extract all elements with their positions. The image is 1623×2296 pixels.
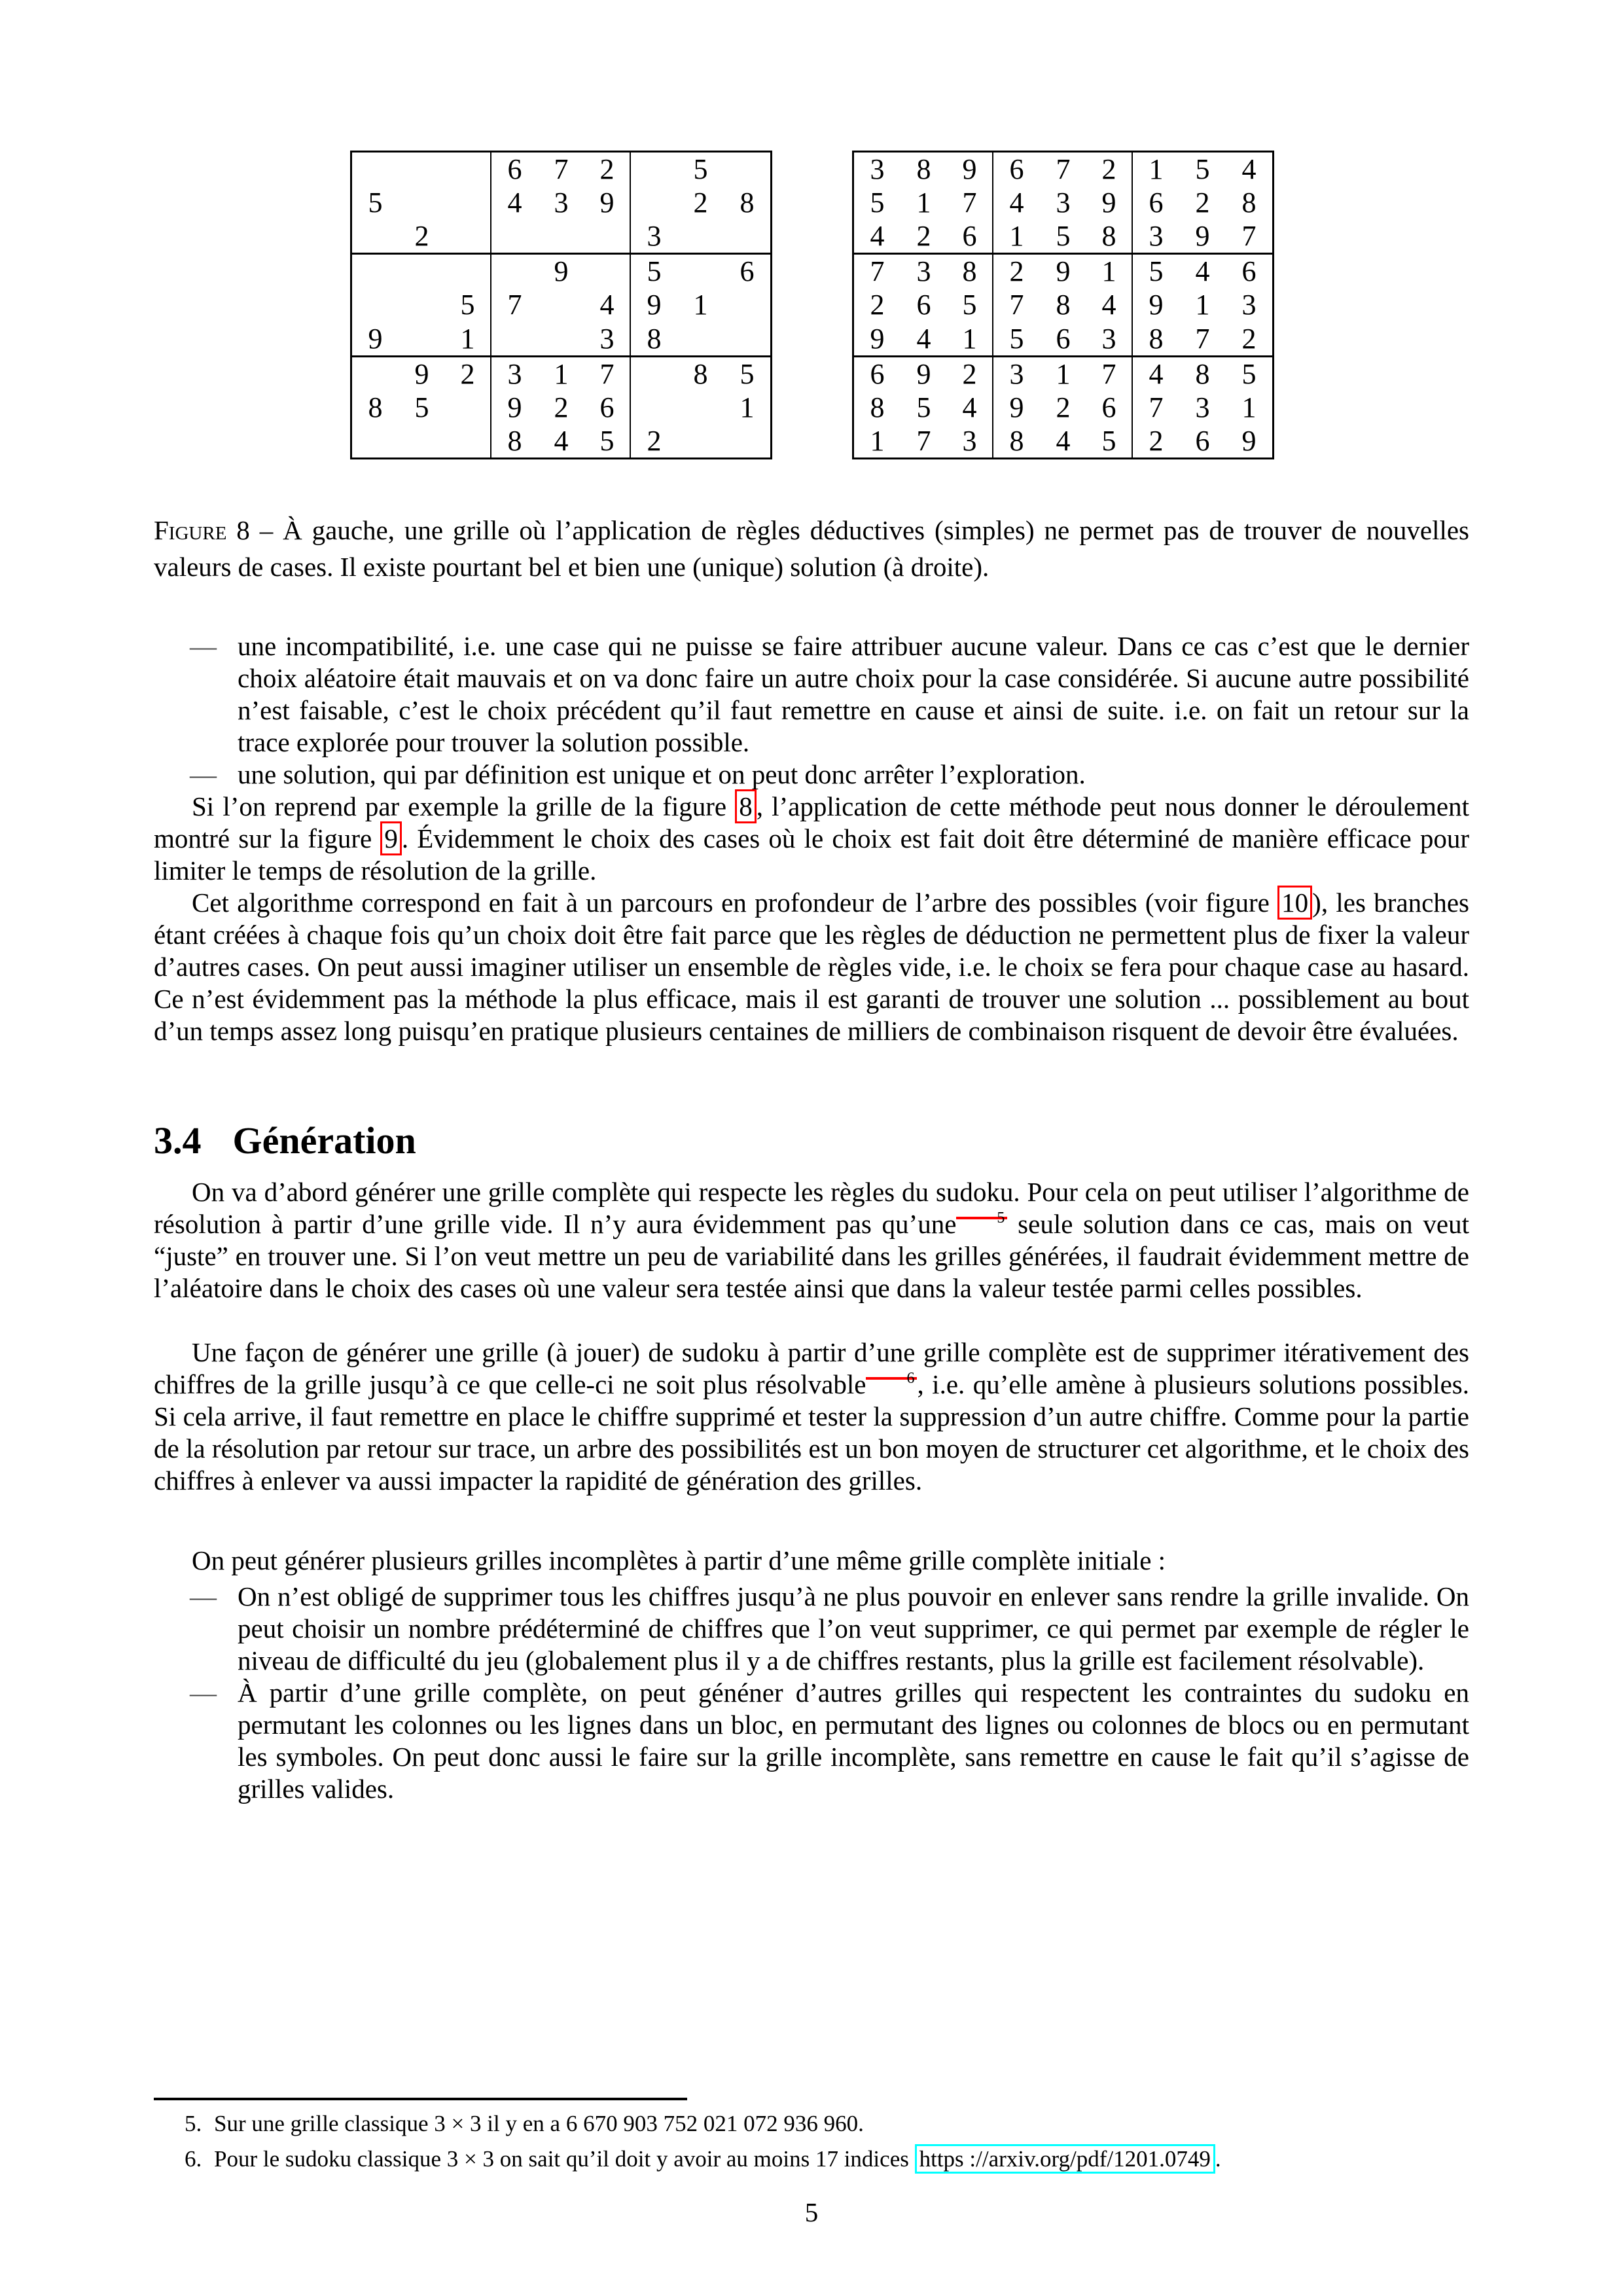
sudoku-cell: 8	[1195, 357, 1210, 390]
sudoku-grid-incomplete	[350, 151, 772, 459]
sudoku-cell: 1	[1149, 153, 1164, 186]
text-run: Une façon de générer une grille (à jouer) de sudoku à partir d’une grille complète est de supprimer itérativement des chiffres de la grille jusqu’à ce que celle-ci ne soit plus résolvable	[154, 1337, 1469, 1399]
sudoku-cell: 8	[507, 424, 522, 457]
sudoku-cell	[677, 424, 724, 457]
sudoku-cell: 3	[1056, 187, 1071, 219]
list-item	[154, 759, 1469, 791]
sudoku-cell: 1	[1056, 357, 1071, 390]
sudoku-cell: 3	[1195, 391, 1210, 423]
text-run: On va d’abord générer une grille complète qui respecte les règles du sudoku. Pour cela on peut utiliser l’algorithme de résolution à partir d’une grille vide. Il n’y aura évidemment pas qu’une	[154, 1177, 1469, 1239]
text-run: Si l’on reprend par exemple la grille de la figure	[192, 791, 736, 821]
figure-ref-link[interactable]: 9	[380, 821, 402, 855]
outcomes-list	[154, 630, 1469, 791]
sudoku-cell: 2	[1195, 187, 1210, 219]
sudoku-cell	[352, 255, 399, 288]
sudoku-cell: 4	[1056, 424, 1071, 457]
list-item	[154, 1581, 1469, 1677]
sudoku-cell: 5	[1040, 219, 1086, 255]
text-run: seule solution dans ce cas, mais on veut “juste” en trouver une. Si l’on veut mettre un peu de variabilité dans les grilles générées, il faudrait évidemment mettre de l’aléatoire dans le choix des cases où une valeur sera testée ainsi que dans la valeur testée parmi celles possibles.	[154, 1209, 1469, 1303]
sudoku-cell	[538, 288, 584, 321]
item-dash-marker: —	[190, 1581, 217, 1611]
sudoku-cell: 6	[1086, 391, 1133, 424]
sudoku-cell: 5	[414, 391, 429, 423]
sudoku-cell: 7	[916, 424, 931, 457]
footnote-6	[154, 2142, 1469, 2177]
text-run: une incompatibilité, i.e. une case qui ne puisse se faire attribuer aucune valeur. Dans ce cas c’est que le dernier choix aléatoire était mauvais et on va donc faire un autre choix pour la case considérée. Si aucune autre possibilité n’est faisable, c’est le choix précédent qu’il faut remettre en cause et ainsi de suite. i.e. on fait un retour sur la trace explorée pour trouver la solution possible.	[238, 631, 1469, 757]
page-number: 5	[804, 2197, 819, 2227]
footnote-rule	[154, 2098, 687, 2100]
footnote-text	[214, 2111, 864, 2136]
sudoku-cell: 5	[693, 153, 708, 186]
sudoku-cell: 1	[947, 322, 993, 357]
text-run: ), les branches étant créées à chaque fois qu’un choix doit être fait parce que les règles de déduction ne permettent plus de fixer la valeur d’autres cases. On peut aussi imaginer utiliser un ensemble de règles vide, i.e. le choix se fera pour chaque case au hasard. Ce n’est évidemment pas la méthode la plus efficace, mais il est garanti de trouver une solution ... possiblement au bout d’un temps assez long puisqu’en pratique plusieurs centaines de milliers de combinaison risquent de devoir être évaluées.	[154, 888, 1469, 1046]
figure-caption-label: Figure 8	[154, 515, 250, 545]
sudoku-cell: 3	[947, 424, 993, 457]
sudoku-cell: 6	[740, 255, 755, 288]
sudoku-cell	[399, 322, 445, 357]
sudoku-cell	[491, 322, 538, 357]
sudoku-cell: 9	[647, 289, 662, 321]
sudoku-cell: 2	[1226, 322, 1272, 357]
sudoku-cell: 4	[901, 322, 947, 357]
sudoku-cell: 5	[445, 288, 491, 321]
sudoku-cell: 8	[631, 322, 677, 357]
footnote-text	[214, 2144, 1221, 2174]
sudoku-cell	[399, 424, 445, 457]
list-item	[154, 1677, 1469, 1805]
sudoku-cell: 2	[1056, 391, 1071, 423]
sudoku-cell	[631, 391, 677, 424]
item-dash-marker: —	[190, 759, 217, 789]
footnote-number: 6.	[185, 2146, 202, 2172]
sudoku-cell: 1	[1195, 289, 1210, 321]
sudoku-cell: 9	[916, 357, 931, 390]
sudoku-cell: 8	[1056, 289, 1071, 321]
list-item-text	[238, 759, 1086, 789]
sudoku-grid-solution	[852, 151, 1274, 459]
footnotes	[154, 2106, 1469, 2177]
sudoku-cell: 3	[1133, 219, 1179, 255]
sudoku-cell: 7	[1226, 219, 1272, 255]
paragraph-method	[154, 791, 1469, 887]
sudoku-cell: 8	[740, 187, 755, 219]
sudoku-cell: 5	[647, 255, 662, 288]
sudoku-cell	[399, 255, 445, 288]
sudoku-cell	[445, 255, 491, 288]
sudoku-cell	[399, 288, 445, 321]
generation-options-list	[154, 1581, 1469, 1805]
sudoku-cell: 5	[1195, 153, 1210, 186]
sudoku-cell: 4	[947, 391, 993, 424]
sudoku-cell: 7	[1009, 289, 1024, 321]
sudoku-cell: 6	[1241, 255, 1257, 288]
sudoku-cell: 6	[1195, 424, 1210, 457]
item-dash-marker: —	[190, 1677, 217, 1708]
sudoku-cell: 7	[1086, 357, 1133, 391]
sudoku-cell: 7	[870, 255, 885, 288]
text-run: Pour le sudoku classique 3 × 3 on sait qu’il doit y avoir au moins 17 indices	[214, 2146, 915, 2172]
text-run: Sur une grille classique 3 × 3 il y en a 6 670 903 752 021 072 936 960.	[214, 2111, 864, 2136]
sudoku-cell	[352, 424, 399, 457]
sudoku-cell: 9	[1241, 424, 1257, 457]
sudoku-cell: 2	[1009, 255, 1024, 288]
sudoku-cell	[352, 357, 399, 391]
sudoku-cell: 5	[916, 391, 931, 423]
sudoku-cell: 8	[1009, 424, 1024, 457]
paragraph-multiple-grids: On peut générer plusieurs grilles incomplètes à partir d’une même grille complète initiale :	[192, 1545, 1166, 1575]
sudoku-cell	[352, 288, 399, 321]
sudoku-cell: 8	[1241, 187, 1257, 219]
sudoku-cell: 6	[507, 153, 522, 186]
sudoku-cell: 1	[445, 322, 491, 357]
sudoku-cell	[491, 219, 538, 255]
sudoku-cell: 5	[368, 187, 383, 219]
sudoku-cell: 1	[916, 187, 931, 219]
sudoku-cell: 7	[947, 186, 993, 219]
sudoku-cell: 4	[1241, 153, 1257, 186]
sudoku-cell: 9	[414, 357, 429, 390]
sudoku-cell: 6	[1149, 187, 1164, 219]
sudoku-cell: 8	[947, 255, 993, 288]
sudoku-cell: 6	[947, 219, 993, 255]
sudoku-cell: 2	[870, 289, 885, 321]
sudoku-cell	[352, 219, 399, 255]
sudoku-cell: 3	[554, 187, 569, 219]
sudoku-cell: 8	[1086, 219, 1133, 255]
sudoku-cell: 3	[870, 153, 885, 186]
sudoku-cell: 9	[854, 322, 901, 357]
sudoku-cell	[724, 152, 770, 186]
footnote-number: 5.	[185, 2111, 202, 2136]
section-title: Génération	[232, 1119, 416, 1162]
item-dash-marker: —	[190, 631, 217, 661]
sudoku-cell: 8	[1133, 322, 1179, 357]
sudoku-cell: 5	[1086, 424, 1133, 457]
sudoku-cell: 3	[1241, 289, 1257, 321]
sudoku-cell	[445, 424, 491, 457]
sudoku-cell: 4	[1149, 357, 1164, 390]
sudoku-cell: 1	[693, 289, 708, 321]
sudoku-cell: 7	[554, 153, 569, 186]
sudoku-cell	[724, 219, 770, 255]
sudoku-cell: 3	[507, 357, 522, 390]
url-link[interactable]: https ://arxiv.org/pdf/1201.0749	[915, 2144, 1215, 2174]
sudoku-cell	[631, 152, 677, 186]
footnote-ref-link[interactable]: 6	[866, 1377, 917, 1380]
sudoku-cell: 1	[870, 424, 885, 457]
sudoku-cell: 7	[1179, 322, 1226, 357]
sudoku-cell	[491, 255, 538, 288]
sudoku-cell	[445, 152, 491, 186]
sudoku-cell: 9	[947, 152, 993, 186]
sudoku-cell	[631, 357, 677, 391]
figure-ref-link[interactable]: 10	[1277, 886, 1312, 920]
sudoku-cell: 9	[1086, 186, 1133, 219]
paragraph-generation-1	[154, 1176, 1469, 1304]
sudoku-cell: 2	[647, 424, 662, 457]
sudoku-cell: 2	[1149, 424, 1164, 457]
sudoku-cell: 8	[693, 357, 708, 390]
sudoku-cell: 6	[870, 357, 885, 390]
paragraph-algorithm	[154, 887, 1469, 1047]
sudoku-cell: 6	[916, 289, 931, 321]
section-heading	[154, 1118, 1469, 1164]
sudoku-cell: 5	[740, 357, 755, 390]
sudoku-cell	[445, 186, 491, 219]
sudoku-cell	[584, 219, 631, 255]
footnote-5	[154, 2106, 1469, 2142]
sudoku-cell	[677, 219, 724, 255]
sudoku-cell: 3	[1009, 357, 1024, 390]
sudoku-cell: 7	[1149, 391, 1164, 423]
sudoku-cell	[445, 391, 491, 424]
sudoku-cell: 9	[1056, 255, 1071, 288]
sudoku-cell: 5	[870, 187, 885, 219]
list-item-text	[238, 1677, 1469, 1804]
sudoku-cell: 5	[947, 288, 993, 321]
sudoku-cell	[677, 322, 724, 357]
footnote-ref-link[interactable]: 5	[956, 1217, 1007, 1219]
sudoku-cell: 7	[507, 289, 522, 321]
sudoku-cell: 3	[1086, 322, 1133, 357]
sudoku-cell: 1	[740, 391, 755, 423]
list-item-text	[238, 1581, 1469, 1676]
figure-caption-text: À gauche, une grille où l’application de règles déductives (simples) ne permet pas de trouver de nouvelles valeurs de cases. Il existe pourtant bel et bien une (unique) solution (à droite).	[154, 515, 1470, 582]
sudoku-cell: 3	[584, 322, 631, 357]
sudoku-cell: 4	[554, 424, 569, 457]
sudoku-cell: 3	[916, 255, 931, 288]
list-item	[154, 630, 1469, 759]
sudoku-cell: 5	[993, 322, 1040, 357]
sudoku-cell: 9	[1179, 219, 1226, 255]
sudoku-cell: 5	[1149, 255, 1164, 288]
sudoku-cell: 2	[947, 357, 993, 391]
sudoku-cell: 8	[916, 153, 931, 186]
sudoku-cell: 2	[445, 357, 491, 391]
sudoku-cell: 4	[584, 288, 631, 321]
sudoku-cell	[399, 152, 445, 186]
sudoku-cell: 8	[368, 391, 383, 423]
text-run: À partir d’une grille complète, on peut généner d’autres grilles qui respectent les contraintes du sudoku en permutant les colonnes ou les lignes dans un bloc, en permutant des lignes ou colonnes de blocs ou en permutant les symboles. On peut donc aussi le faire sur la grille incomplète, sans remettre en cause le fait qu’il s’agisse de grilles valides.	[238, 1677, 1469, 1804]
sudoku-cell	[538, 219, 584, 255]
sudoku-cell: 1	[1241, 391, 1257, 423]
sudoku-cell: 8	[870, 391, 885, 423]
sudoku-cell	[445, 219, 491, 255]
sudoku-cell: 5	[584, 424, 631, 457]
sudoku-cell: 5	[1241, 357, 1257, 390]
sudoku-cell	[677, 391, 724, 424]
sudoku-cell	[538, 322, 584, 357]
figure-caption-dash: –	[259, 515, 274, 545]
paragraph-generation-2	[154, 1336, 1469, 1497]
sudoku-cell: 4	[1009, 187, 1024, 219]
sudoku-cell: 4	[854, 219, 901, 255]
text-run: Cet algorithme correspond en fait à un parcours en profondeur de l’arbre des possibles (voir figure	[192, 888, 1278, 918]
sudoku-cell: 6	[1040, 322, 1086, 357]
section-number: 3.4	[154, 1119, 202, 1162]
sudoku-cell: 2	[693, 187, 708, 219]
sudoku-cell	[724, 288, 770, 321]
sudoku-cell: 3	[631, 219, 677, 255]
sudoku-cell: 6	[1009, 153, 1024, 186]
text-run: une solution, qui par définition est unique et on peut donc arrêter l’exploration.	[238, 759, 1086, 789]
sudoku-cell: 1	[554, 357, 569, 390]
list-item-text	[238, 631, 1469, 757]
text-run: . Évidemment le choix des cases où le choix est fait doit être déterminé de manière efficace pour limiter le temps de résolution de la grille.	[154, 823, 1469, 886]
sudoku-cell: 2	[399, 219, 445, 255]
sudoku-cell: 6	[584, 391, 631, 424]
text-run: On n’est obligé de supprimer tous les chiffres jusqu’à ne plus pouvoir en enlever sans rendre la grille invalide. On peut choisir un nombre prédéterminé de chiffres que l’on veut supprimer, ce qui permet par exemple de régler le niveau de difficulté du jeu (globalement plus il y a de chiffres restants, plus la grille est facilement résolvable).	[238, 1581, 1469, 1676]
sudoku-cell	[352, 152, 399, 186]
sudoku-cell	[584, 255, 631, 288]
sudoku-cell: 9	[352, 322, 399, 357]
sudoku-cell: 2	[1086, 152, 1133, 186]
sudoku-cell: 7	[1056, 153, 1071, 186]
sudoku-cell	[631, 186, 677, 219]
figure-caption	[154, 512, 1469, 585]
sudoku-cell: 2	[901, 219, 947, 255]
sudoku-cell: 1	[1086, 255, 1133, 288]
sudoku-cell: 9	[1149, 289, 1164, 321]
sudoku-cell: 4	[1086, 288, 1133, 321]
sudoku-cell	[724, 424, 770, 457]
sudoku-cell	[399, 186, 445, 219]
figure-ref-link[interactable]: 8	[735, 789, 757, 823]
sudoku-cell: 2	[584, 152, 631, 186]
sudoku-cell: 2	[554, 391, 569, 423]
text-run: .	[1215, 2146, 1221, 2172]
sudoku-cell: 9	[584, 186, 631, 219]
text-run: , l’application de cette méthode peut nous donner le déroulement montré sur la figure	[154, 791, 1470, 853]
sudoku-cell: 9	[507, 391, 522, 423]
text-run: , i.e. qu’elle amène à plusieurs solutions possibles. Si cela arrive, il faut remettre en place le chiffre supprimé et tester la suppression d’un autre chiffre. Comme pour la partie de la résolution par retour sur trace, un arbre des possibilités est un bon moyen de structurer cet algorithme, et le choix des chiffres à enlever va aussi impacter la rapidité de génération des grilles.	[154, 1369, 1470, 1496]
sudoku-cell	[677, 255, 724, 288]
sudoku-cell: 9	[1009, 391, 1024, 423]
sudoku-cell: 9	[554, 255, 569, 288]
sudoku-cell: 7	[584, 357, 631, 391]
sudoku-cell: 1	[993, 219, 1040, 255]
sudoku-cell: 4	[507, 187, 522, 219]
sudoku-cell: 4	[1195, 255, 1210, 288]
sudoku-cell	[724, 322, 770, 357]
